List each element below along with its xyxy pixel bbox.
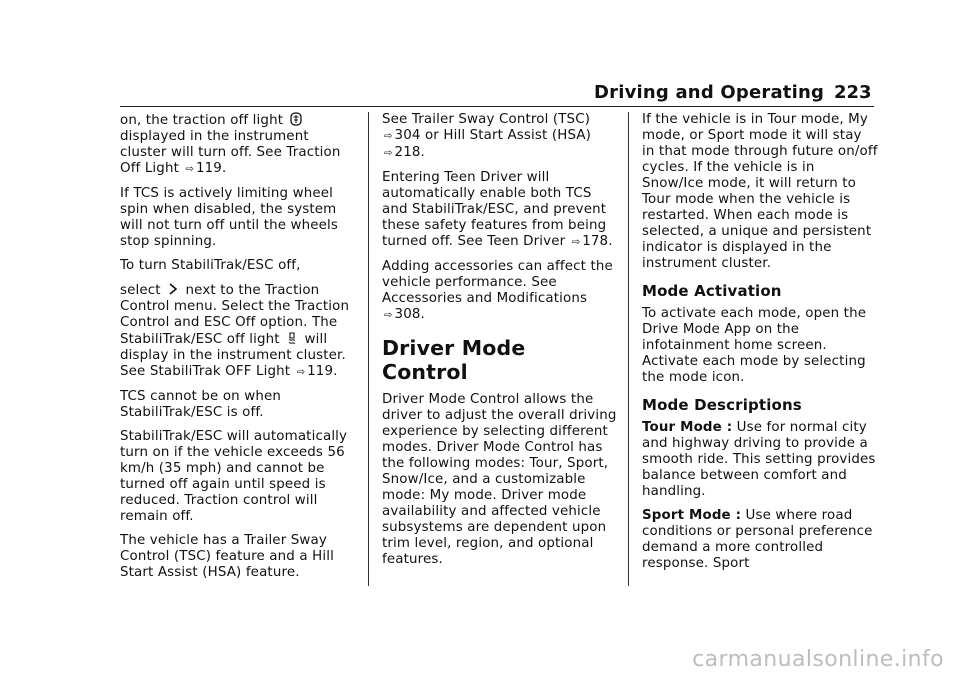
paragraph: Entering Teen Driver will automatically enable both TCS and StabiliTrak/ESC, and prevent these safety features from being turned off. See Teen Driver ⇨ 178. [382,170,613,249]
paragraph: Driver Mode Control allows the driver to adjust the overall driving experience by selecting different modes. Driver Mode Control has the following modes: Tour, Sport, Snow/Ice, and a customizable mode: My mode. Driver mode availability and affected vehicle subsystems are dependent upon trim level, region, and optional features. [382,392,617,567]
reference-arrow-icon: ⇨ [384,310,393,321]
column-divider [368,112,369,586]
paragraph: If the vehicle is in Tour mode, My mode, or Sport mode it will stay in that mode through future on/off cycles. If the vehicle is in Snow/Ice mode, it will return to Tour mode when the vehicle is restarted. When each mode is selected, a unique and persistent indicator is displayed in the instrument cluster. [642,112,878,271]
watermark: carmanualsonline.info [692,647,944,672]
column-divider [628,112,629,586]
header-rule [120,106,874,107]
reference-arrow-icon: ⇨ [384,148,393,159]
paragraph: Tour Mode : Use for normal city and highway driving to provide a smooth ride. This setting provides balance between comfort and handling. [642,420,876,499]
paragraph: on, the traction off light displayed in the instrument cluster will turn off. See Traction Off Light ⇨ 119. [120,113,341,176]
paragraph: To activate each mode, open the Drive Mode App on the infotainment home screen. Activate each mode by selecting the mode icon. [642,306,867,385]
paragraph: StabiliTrak/ESC will automatically turn on if the vehicle exceeds 56 km/h (35 mph) and cannot be turned off again until speed is reduced. Traction control will remain off. [120,429,348,524]
subsection-heading: Mode Descriptions [642,396,802,414]
page-reference[interactable]: 218. [394,145,425,160]
page-reference[interactable]: 178. [582,234,613,249]
paragraph: To turn StabiliTrak/ESC off, [120,258,301,273]
paragraph: select next to the Traction Control menu. Select the Traction Control and ESC Off option. The StabiliTrak/ESC off light will display in the instrument cluster. See StabiliTrak OFF Light ⇨ 119. [120,283,350,379]
section-title: Driving and Operating [594,82,825,103]
reference-arrow-icon: ⇨ [571,237,581,248]
chevron-right-icon [167,282,179,296]
paragraph: TCS cannot be on when StabiliTrak/ESC is off. [120,389,281,420]
paragraph: Sport Mode : Use where road conditions or personal preference demand a more controlled response. Sport [642,508,873,571]
page-reference[interactable]: 304 or [394,128,439,143]
reference-arrow-icon: ⇨ [384,131,393,142]
column-2 [382,112,618,576]
column-1 [120,112,356,589]
paragraph: Adding accessories can affect the vehicle performance. See Accessories and Modifications ⇨ 308. [382,259,613,322]
page-reference[interactable]: 308. [394,307,425,322]
page-reference[interactable]: 119. [195,161,227,176]
paragraph: The vehicle has a Trailer Sway Control (TSC) feature and a Hill Start Assist (HSA) feature. [120,533,334,580]
section-heading: Driver Mode Control [382,336,526,384]
subsection-heading: Mode Activation [642,282,782,300]
page-reference[interactable]: 119. [307,364,338,379]
reference-arrow-icon: ⇨ [185,164,194,175]
definition-term: Sport Mode : [642,508,742,523]
reference-arrow-icon: ⇨ [296,367,306,378]
column-3 [642,112,878,580]
paragraph: If TCS is actively limiting wheel spin when disabled, the system will not turn off until the wheels stop spinning. [120,186,339,249]
definition-term: Tour Mode : [642,420,733,435]
paragraph: See Trailer Sway Control (TSC) ⇨ 304 or Hill Start Assist (HSA) ⇨ 218. [382,112,592,160]
traction-off-icon [290,112,302,126]
page-number: 223 [834,82,872,103]
stabilitrak-off-icon [286,331,298,345]
